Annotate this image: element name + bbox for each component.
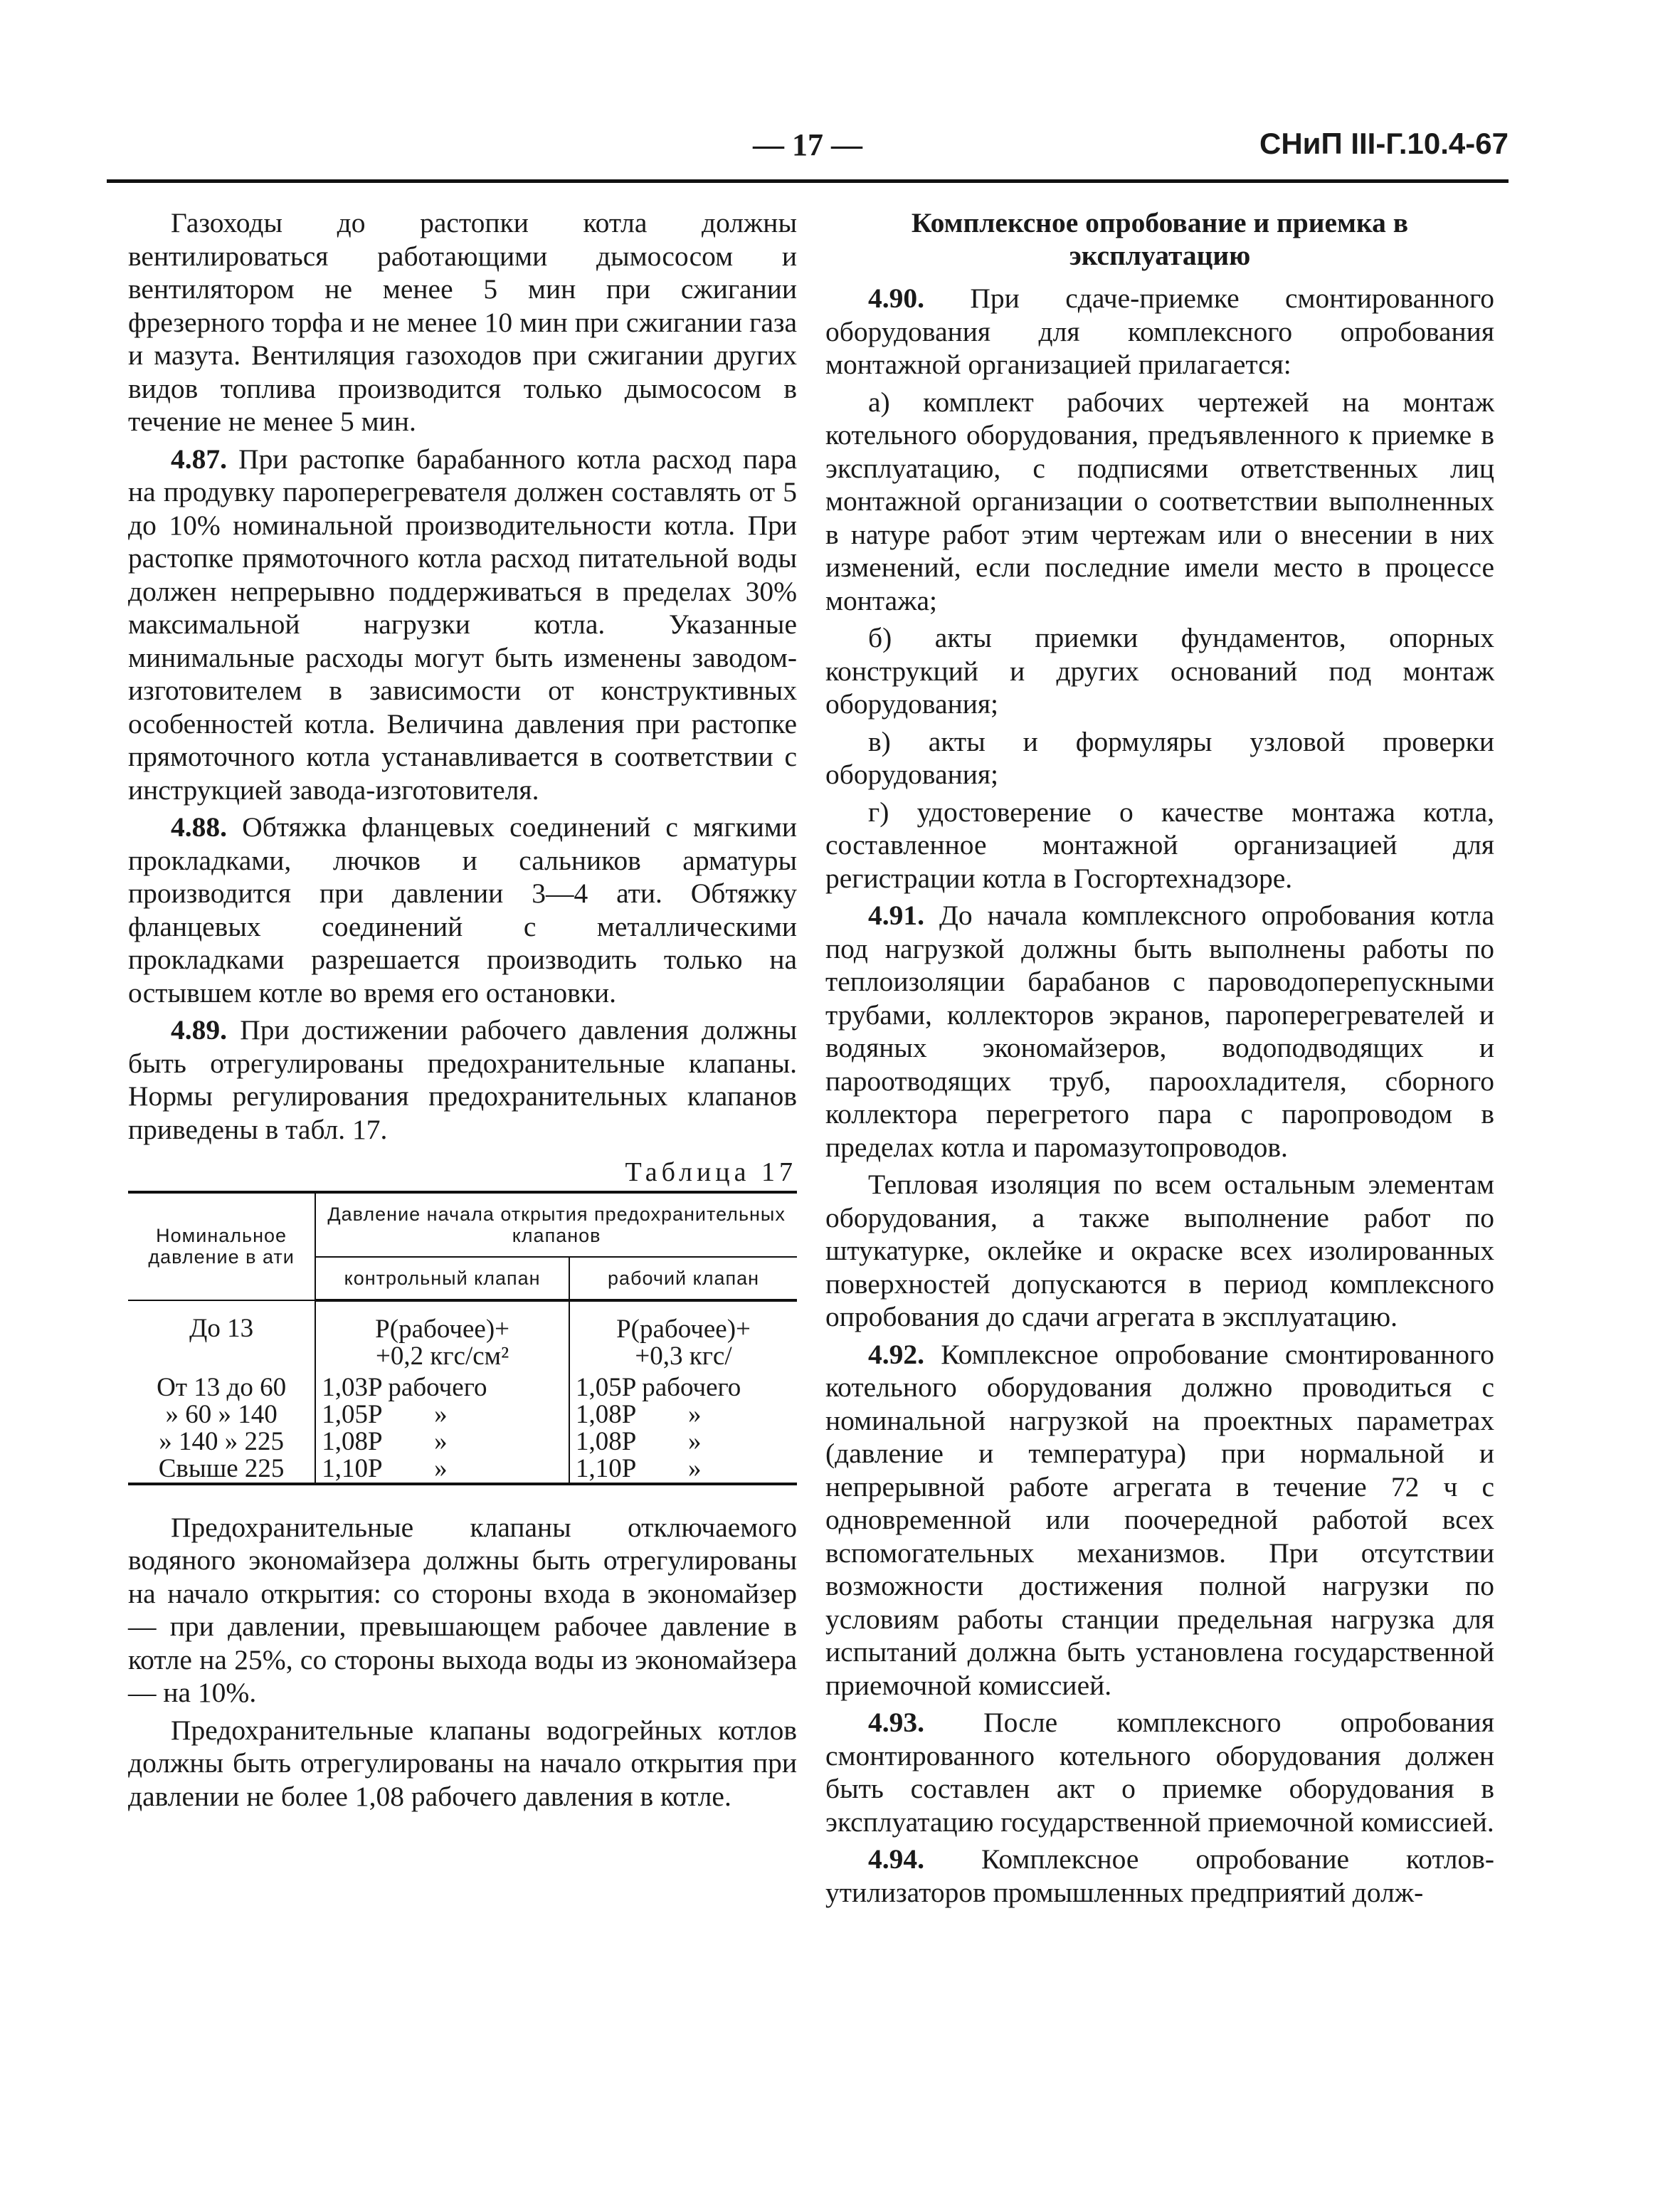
right-column — [825, 206, 1494, 1913]
cell-control-valve: 1,08P » — [315, 1428, 569, 1455]
paragraph-4-89 — [128, 1013, 797, 1146]
cell-nominal-pressure: » 60 » 140 — [165, 1399, 278, 1429]
page-number: — 17 — — [753, 127, 862, 162]
page-header — [107, 121, 1509, 178]
paragraph-4-92 — [825, 1338, 1494, 1702]
cell-work-valve: 1,10P » — [569, 1455, 797, 1484]
paragraph-intro: Газоходы до растопки котла должны вентилироваться работающими дымососом и вентилятором не менее 5 мин при сжигании фрезерного торфа и не менее 10 мин при сжигании газа и мазута. Вентиляция газоходов при сжигании других видов топлива производится только дымососом в течение не менее 5 мин. — [128, 207, 797, 437]
clause-text: Комплексное опробование котлов-утилизаторов промышленных предприятий долж- — [825, 1843, 1494, 1908]
table-17 — [128, 1191, 797, 1485]
cell-control-valve: 1,05P » — [315, 1401, 569, 1428]
list-item-b: б) акты приемки фундаментов, опорных конструкций и других оснований под монтаж оборудования; — [825, 622, 1494, 720]
cell-nominal-pressure: » 140 » 225 — [159, 1426, 284, 1456]
section-title: Комплексное опробование и приемка в эксплуатацию — [911, 207, 1409, 271]
cell-nominal-pressure: От 13 до 60 — [157, 1372, 287, 1402]
col-header-nominal-pressure: Номинальное давление в ати — [128, 1192, 315, 1300]
left-column — [128, 206, 797, 1817]
list-item-v: в) акты и формуляры узловой проверки оборудования; — [825, 725, 1494, 790]
header-rule — [107, 179, 1509, 183]
list-item-g: г) удостоверение о качестве монтажа котла, составленное монтажной организацией для регистрации котла в Госгортехнадзоре. — [825, 796, 1494, 894]
table-row — [128, 1455, 797, 1484]
clause-number: 4.91. — [868, 900, 924, 931]
col-header-work-valve: рабочий клапан — [569, 1257, 797, 1300]
cell-work-valve: 1,05P рабочего — [569, 1374, 797, 1401]
paragraph-insulation: Тепловая изоляция по всем остальным элементам оборудования, а также выполнение работ по штукатурке, оклейке и окраске всех изолированных поверхностей допускаются в период комплексного опробования до сдачи агрегата в эксплуатацию. — [825, 1169, 1494, 1332]
clause-text: Комплексное опробование смонтированного котельного оборудования должно проводиться с номинальной нагрузкой на проектных параметрах (давление и температура) при нормальной и непрерывной работе агрегата в течение 72 ч с одновременной или поочередной работой всех вспомогательных механизмов. При отсутствии возможности достижения полной нагрузки по условиям работы станции предельная нагрузка для испытаний должна быть установлена государственной приемочной комиссией. — [825, 1338, 1494, 1701]
paragraph-4-88 — [128, 811, 797, 1009]
cell-nominal-pressure: Свыше 225 — [128, 1455, 315, 1484]
table-row — [128, 1374, 797, 1401]
paragraph-economizer: Предохранительные клапаны отключаемого водяного экономайзера должны быть отрегулированы на начало открытия: со стороны входа в экономайзер — при давлении, превышающем рабочее давление в котле на 25%, со стороны выхода воды из экономайзера — на 10%. — [128, 1511, 797, 1708]
paragraph-4-90 — [825, 282, 1494, 381]
clause-text: При сдаче-приемке смонтированного оборудования для комплексного опробования монтажной организацией прилагается: — [825, 283, 1494, 380]
clause-text: Обтяжка фланцевых соединений с мягкими прокладками, лючков и сальников арматуры производится при давлении 3—4 ати. Обтяжку фланцевых соединений с металлическими прокладками разрешается производить только на остывшем котле во время его остановки. — [128, 811, 797, 1009]
paragraph-4-91 — [825, 899, 1494, 1164]
table-row — [128, 1401, 797, 1428]
col-header-control-valve: контрольный клапан — [315, 1257, 569, 1300]
cell-control-valve: P(рабочее)+ +0,2 кгс/см² — [315, 1300, 569, 1374]
clause-text: При растопке барабанного котла расход пара на продувку пароперегревателя должен составлять от 5 до 10% номинальной производительности котла. При растопке прямоточного котла расход питательной воды должен непрерывно поддерживаться в пределах 30% максимальной нагрузки котла. Указанные минимальные расходы могут быть изменены заводом-изготовителем в зависимости от конструктивных особенностей котла. Величина давления при растопке прямоточного котла устанавливается в соответствии с инструкцией завода-изготовителя. — [128, 443, 797, 806]
clause-number: 4.87. — [171, 443, 227, 475]
clause-number: 4.94. — [868, 1843, 924, 1875]
cell-control-valve: 1,03P рабочего — [315, 1374, 569, 1401]
clause-number: 4.90. — [868, 283, 924, 314]
cell-control-valve: 1,10P » — [315, 1455, 569, 1484]
paragraph-4-87 — [128, 443, 797, 807]
paragraph-water-boilers: Предохранительные клапаны водогрейных котлов должны быть отрегулированы на начало открытия при давлении не более 1,08 рабочего давления в котле. — [128, 1714, 797, 1812]
clause-number: 4.89. — [171, 1014, 227, 1046]
clause-text: После комплексного опробования смонтированного котельного оборудования должен быть составлен акт о приемке оборудования в эксплуатацию государственной приемочной комиссией. — [825, 1707, 1494, 1838]
paragraph-4-93 — [825, 1706, 1494, 1838]
clause-number: 4.88. — [171, 811, 227, 843]
cell-work-valve: 1,08P » — [569, 1401, 797, 1428]
table-row — [128, 1300, 797, 1374]
clause-number: 4.92. — [868, 1338, 924, 1370]
cell-work-valve: 1,08P » — [569, 1428, 797, 1455]
document-code: СНиП III-Г.10.4-67 — [1259, 127, 1509, 160]
col-header-group: Давление начала открытия предохранительных клапанов — [315, 1192, 797, 1257]
table-caption: Таблица 17 — [625, 1157, 797, 1187]
table-row — [128, 1428, 797, 1455]
clause-number: 4.93. — [868, 1707, 924, 1738]
paragraph-4-94 — [825, 1843, 1494, 1909]
cell-work-valve: P(рабочее)+ +0,3 кгс/ — [569, 1300, 797, 1374]
list-item-a: а) комплект рабочих чертежей на монтаж котельного оборудования, предъявленного к приемке в эксплуатацию, с подписями ответственных лиц монтажной организации о соответствии выполненных в натуре работ этим чертежам или о внесении в них изменений, если последние имели место в процессе монтажа; — [825, 386, 1494, 616]
clause-text: При достижении рабочего давления должны быть отрегулированы предохранительные клапаны. Нормы регулирования предохранительных клапанов приведены в табл. 17. — [128, 1014, 797, 1145]
clause-text: До начала комплексного опробования котла под нагрузкой должны быть выполнены работы по теплоизоляции барабанов с пароводоперепускными трубами, коллекторов экранов, пароперегревателей и водяных экономайзеров, водоподводящих и пароотводящих труб, пароохладителя, сборного коллектора перегретого пара с паропроводом в пределах котла и паромазутопроводов. — [825, 900, 1494, 1163]
cell-nominal-pressure: До 13 — [189, 1313, 254, 1343]
